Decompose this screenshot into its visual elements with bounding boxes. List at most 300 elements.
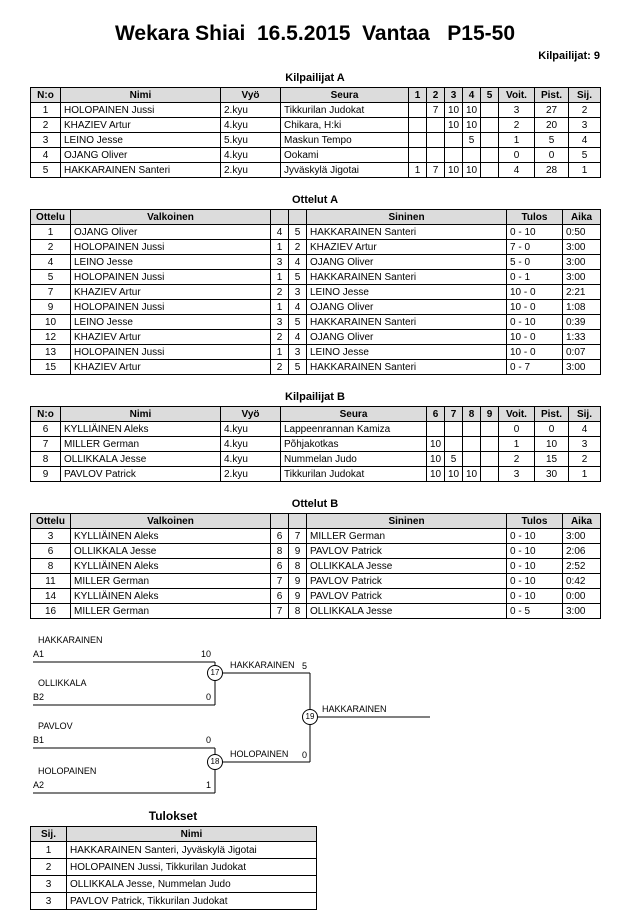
table-cell: Nummelan Judo <box>281 452 427 467</box>
table-cell <box>427 422 445 437</box>
table-cell: 2 <box>569 103 601 118</box>
table-cell: 9 <box>289 574 307 589</box>
column-header: Sij. <box>569 88 601 103</box>
table-cell: 4.kyu <box>221 452 281 467</box>
section-title-ottelut-b: Ottelut B <box>291 498 339 510</box>
column-header: Valkoinen <box>71 210 271 225</box>
table-cell: 10 - 0 <box>507 300 563 315</box>
table-cell: 2 <box>271 330 289 345</box>
table-row <box>31 529 601 544</box>
table-cell: Chikara, H:ki <box>281 118 409 133</box>
bracket-player-name: HAKKARAINEN <box>38 635 103 645</box>
table-cell: 5 <box>569 148 601 163</box>
table-cell: OJANG Oliver <box>307 255 507 270</box>
table-cell: KYLLIÄINEN Aleks <box>71 559 271 574</box>
table-cell: HOLOPAINEN Jussi <box>71 300 271 315</box>
table-body <box>31 225 601 375</box>
column-header: Pist. <box>535 407 569 422</box>
table-cell: 11 <box>31 574 71 589</box>
column-header: Sij. <box>569 407 601 422</box>
section-title-ottelut-a: Ottelut A <box>291 194 339 206</box>
column-header: Tulos <box>507 514 563 529</box>
table-cell: 4 <box>31 148 61 163</box>
column-header: 6 <box>427 407 445 422</box>
table-cell: 0 - 10 <box>507 315 563 330</box>
table-cell: 2 <box>31 118 61 133</box>
table-cell: 0 - 10 <box>507 559 563 574</box>
table-cell: 3:00 <box>563 270 601 285</box>
table-cell <box>463 422 481 437</box>
table-cell: 5 <box>289 315 307 330</box>
table-cell: 1 <box>31 103 61 118</box>
table-cell <box>463 148 481 163</box>
bracket-player-name: PAVLOV <box>38 721 73 731</box>
table-cell: 2:06 <box>563 544 601 559</box>
table-row <box>31 876 317 893</box>
table-row <box>31 330 601 345</box>
header-row <box>31 827 317 842</box>
table-cell: 9 <box>31 300 71 315</box>
table-cell: HOLOPAINEN Jussi <box>71 345 271 360</box>
table-cell: 8 <box>271 544 289 559</box>
table-cell: MILLER German <box>61 437 221 452</box>
table-row <box>31 240 601 255</box>
page-title: Wekara Shiai 16.5.2015 Vantaa P15-50 <box>114 22 516 45</box>
header-row <box>31 210 601 225</box>
table-cell: 0 <box>499 148 535 163</box>
table-cell: 5.kyu <box>221 133 281 148</box>
table-cell: 0 - 10 <box>507 544 563 559</box>
table-cell <box>481 133 499 148</box>
ottelut-b-table <box>30 513 601 619</box>
table-cell: 10 <box>427 437 445 452</box>
column-header: Sij. <box>31 827 67 842</box>
column-header <box>271 210 289 225</box>
table-head <box>31 514 601 529</box>
table-cell: 3 <box>569 118 601 133</box>
table-cell: 10 <box>463 467 481 482</box>
table-cell: 3 <box>31 529 71 544</box>
column-header: Pist. <box>535 88 569 103</box>
section-title-kilpailijat-a: Kilpailijat A <box>285 72 345 84</box>
table-cell <box>409 148 427 163</box>
table-cell: 3 <box>31 893 67 910</box>
table-cell: OJANG Oliver <box>307 300 507 315</box>
bracket-match-number: 17 <box>207 665 223 681</box>
bracket-winner-name: HAKKARAINEN <box>230 660 295 670</box>
bracket-score: 0 <box>205 735 211 745</box>
table-cell <box>445 422 463 437</box>
column-header <box>271 514 289 529</box>
table-cell: KHAZIEV Artur <box>71 360 271 375</box>
table-row <box>31 315 601 330</box>
table-cell: 4.kyu <box>221 422 281 437</box>
column-header: Sininen <box>307 514 507 529</box>
table-cell: HOLOPAINEN Jussi <box>71 270 271 285</box>
kilpailijat-b-table <box>30 406 601 482</box>
table-cell: 7 <box>289 529 307 544</box>
column-header: N:o <box>31 407 61 422</box>
header-row <box>31 514 601 529</box>
bracket-match-number: 18 <box>207 754 223 770</box>
table-cell: 3:00 <box>563 360 601 375</box>
bracket-seed: A2 <box>33 780 45 790</box>
table-cell <box>445 148 463 163</box>
table-cell: 3 <box>271 315 289 330</box>
table-cell: HAKKARAINEN Santeri, Jyväskylä Jigotai <box>67 842 317 859</box>
table-cell: 7 <box>271 574 289 589</box>
column-header <box>289 210 307 225</box>
table-cell: KYLLIÄINEN Aleks <box>71 529 271 544</box>
table-cell: HAKKARAINEN Santeri <box>307 315 507 330</box>
table-cell: 3 <box>271 255 289 270</box>
table-cell: PAVLOV Patrick <box>61 467 221 482</box>
table-cell: 2 <box>289 240 307 255</box>
table-row <box>31 589 601 604</box>
tulokset-table <box>30 826 317 910</box>
bracket-match-number: 19 <box>302 709 318 725</box>
table-cell: 9 <box>289 589 307 604</box>
table-cell: HOLOPAINEN Jussi, Tikkurilan Judokat <box>67 859 317 876</box>
table-cell: OJANG Oliver <box>61 148 221 163</box>
table-cell: 2 <box>271 360 289 375</box>
table-cell: 2.kyu <box>221 163 281 178</box>
table-cell: 0 - 10 <box>507 574 563 589</box>
table-cell: 3 <box>289 345 307 360</box>
table-cell: 4 <box>569 422 601 437</box>
table-cell: 3:00 <box>563 255 601 270</box>
bracket-player-name: OLLIKKALA <box>38 678 87 688</box>
table-cell: HAKKARAINEN Santeri <box>61 163 221 178</box>
table-cell: 2 <box>569 452 601 467</box>
table-cell: 0 <box>535 148 569 163</box>
table-cell: 3:00 <box>563 529 601 544</box>
table-cell: 6 <box>271 529 289 544</box>
table-cell: 1 <box>499 437 535 452</box>
table-cell: 10 - 0 <box>507 330 563 345</box>
table-cell: 4 <box>289 330 307 345</box>
column-header: 2 <box>427 88 445 103</box>
table-cell: 0 <box>499 422 535 437</box>
column-header: 8 <box>463 407 481 422</box>
table-cell: 2 <box>271 285 289 300</box>
table-cell: 0 - 10 <box>507 589 563 604</box>
table-cell <box>481 118 499 133</box>
table-row <box>31 842 317 859</box>
table-cell <box>481 437 499 452</box>
table-cell: KYLLIÄINEN Aleks <box>71 589 271 604</box>
table-cell: PAVLOV Patrick <box>307 544 507 559</box>
column-header: 4 <box>463 88 481 103</box>
table-cell: 4 <box>271 225 289 240</box>
column-header: Seura <box>281 88 409 103</box>
table-cell: 10 <box>445 467 463 482</box>
table-cell <box>481 148 499 163</box>
table-cell: LEINO Jesse <box>61 133 221 148</box>
table-cell <box>463 452 481 467</box>
table-cell: HAKKARAINEN Santeri <box>307 225 507 240</box>
column-header: Vyö <box>221 88 281 103</box>
table-cell: 3 <box>569 437 601 452</box>
header-row <box>31 407 601 422</box>
table-cell: 0:07 <box>563 345 601 360</box>
table-cell: 28 <box>535 163 569 178</box>
table-cell: 10 <box>427 467 445 482</box>
table-cell <box>481 467 499 482</box>
table-cell: LEINO Jesse <box>71 315 271 330</box>
table-cell: 10 <box>463 103 481 118</box>
table-cell: 15 <box>31 360 71 375</box>
table-cell: 1 <box>499 133 535 148</box>
table-cell: 8 <box>289 604 307 619</box>
table-cell <box>481 452 499 467</box>
column-header: Sininen <box>307 210 507 225</box>
table-row <box>31 574 601 589</box>
table-cell: 1 <box>31 842 67 859</box>
table-cell: KHAZIEV Artur <box>71 330 271 345</box>
table-cell: PAVLOV Patrick <box>307 574 507 589</box>
table-row <box>31 270 601 285</box>
table-cell: OLLIKKALA Jesse <box>61 452 221 467</box>
column-header: Ottelu <box>31 514 71 529</box>
table-cell: 4 <box>31 255 71 270</box>
table-cell: Maskun Tempo <box>281 133 409 148</box>
bracket-winner-name: HOLOPAINEN <box>230 749 289 759</box>
table-cell: 7 <box>271 604 289 619</box>
table-cell: 5 <box>463 133 481 148</box>
table-cell: 5 <box>31 270 71 285</box>
table-cell: 8 <box>289 559 307 574</box>
header-row <box>31 88 601 103</box>
table-cell: 3:00 <box>563 604 601 619</box>
table-cell: OJANG Oliver <box>307 330 507 345</box>
table-cell: 0 - 10 <box>507 225 563 240</box>
column-header: Aika <box>563 514 601 529</box>
table-cell: 1 <box>271 300 289 315</box>
table-row <box>31 360 601 375</box>
bracket-winner-name: HAKKARAINEN <box>322 704 387 714</box>
table-cell: LEINO Jesse <box>307 285 507 300</box>
column-header: Voit. <box>499 407 535 422</box>
table-cell: 5 <box>31 163 61 178</box>
bracket-score: 5 <box>301 661 307 671</box>
table-cell: 2 <box>31 240 71 255</box>
table-row <box>31 285 601 300</box>
table-cell: 4.kyu <box>221 437 281 452</box>
table-cell: 10 <box>463 118 481 133</box>
table-row <box>31 118 601 133</box>
column-header: 1 <box>409 88 427 103</box>
table-cell: 1 <box>409 163 427 178</box>
column-header: 7 <box>445 407 463 422</box>
table-cell: LEINO Jesse <box>71 255 271 270</box>
bracket-score: 10 <box>200 649 211 659</box>
table-cell: 2:21 <box>563 285 601 300</box>
column-header: 3 <box>445 88 463 103</box>
table-cell: 5 <box>289 360 307 375</box>
column-header: Aika <box>563 210 601 225</box>
table-cell: 10 <box>427 452 445 467</box>
table-row <box>31 859 317 876</box>
table-cell: 2.kyu <box>221 467 281 482</box>
table-row <box>31 300 601 315</box>
table-cell <box>481 163 499 178</box>
table-cell <box>409 103 427 118</box>
column-header: Vyö <box>221 407 281 422</box>
bracket-score: 0 <box>301 750 307 760</box>
table-cell: 0:39 <box>563 315 601 330</box>
table-cell: 4 <box>499 163 535 178</box>
column-header: Tulos <box>507 210 563 225</box>
table-cell: 7 <box>31 285 71 300</box>
table-row <box>31 103 601 118</box>
table-cell: 3:00 <box>563 240 601 255</box>
table-body <box>31 103 601 178</box>
table-cell: HAKKARAINEN Santeri <box>307 360 507 375</box>
table-cell: 16 <box>31 604 71 619</box>
table-cell: 3 <box>499 467 535 482</box>
section-title-tulokset: Tulokset <box>148 809 198 823</box>
table-cell: 12 <box>31 330 71 345</box>
table-row <box>31 163 601 178</box>
table-cell: 3 <box>31 876 67 893</box>
table-cell: OLLIKKALA Jesse, Nummelan Judo <box>67 876 317 893</box>
table-cell: 6 <box>271 589 289 604</box>
table-cell: 6 <box>31 422 61 437</box>
table-cell: 2:52 <box>563 559 601 574</box>
table-cell: 0 - 1 <box>507 270 563 285</box>
table-cell: 10 - 0 <box>507 285 563 300</box>
table-cell: 7 - 0 <box>507 240 563 255</box>
table-row <box>31 604 601 619</box>
table-cell: MILLER German <box>71 604 271 619</box>
table-cell: Tikkurilan Judokat <box>281 103 409 118</box>
table-cell: KHAZIEV Artur <box>61 118 221 133</box>
table-row <box>31 467 601 482</box>
table-cell: 1 <box>569 163 601 178</box>
table-body <box>31 422 601 482</box>
table-cell <box>409 133 427 148</box>
table-cell: 30 <box>535 467 569 482</box>
table-cell: 3 <box>289 285 307 300</box>
table-cell: 2.kyu <box>221 103 281 118</box>
table-head <box>31 88 601 103</box>
table-row <box>31 255 601 270</box>
table-row <box>31 559 601 574</box>
table-body <box>31 529 601 619</box>
table-cell: 6 <box>31 544 71 559</box>
table-cell: Lappeenrannan Kamiza <box>281 422 427 437</box>
table-cell: 0 - 10 <box>507 529 563 544</box>
table-cell: 0:42 <box>563 574 601 589</box>
table-cell: 10 <box>445 103 463 118</box>
table-cell: 0:50 <box>563 225 601 240</box>
column-header: Nimi <box>67 827 317 842</box>
table-cell: 8 <box>31 452 61 467</box>
table-cell: 6 <box>271 559 289 574</box>
table-cell: 7 <box>427 103 445 118</box>
table-cell: 27 <box>535 103 569 118</box>
column-header <box>289 514 307 529</box>
table-cell: 0 <box>535 422 569 437</box>
ottelut-a-table <box>30 209 601 375</box>
table-cell: 10 <box>31 315 71 330</box>
table-cell: KYLLIÄINEN Aleks <box>61 422 221 437</box>
table-row <box>31 422 601 437</box>
table-cell: 10 <box>445 163 463 178</box>
table-cell: 1:33 <box>563 330 601 345</box>
table-cell: 10 <box>535 437 569 452</box>
table-row <box>31 133 601 148</box>
table-cell: 2 <box>31 859 67 876</box>
table-cell: 4 <box>569 133 601 148</box>
table-cell: 7 <box>427 163 445 178</box>
competitor-count: Kilpailijat: 9 <box>538 50 600 62</box>
table-cell: 5 - 0 <box>507 255 563 270</box>
table-cell: 5 <box>535 133 569 148</box>
column-header: 5 <box>481 88 499 103</box>
table-row <box>31 148 601 163</box>
table-cell: OJANG Oliver <box>71 225 271 240</box>
bracket-score: 1 <box>205 780 211 790</box>
table-cell: 0:00 <box>563 589 601 604</box>
table-row <box>31 893 317 910</box>
bracket-seed: B1 <box>33 735 45 745</box>
table-cell: 2 <box>499 452 535 467</box>
table-cell: 15 <box>535 452 569 467</box>
table-cell: 10 <box>463 163 481 178</box>
table-row <box>31 452 601 467</box>
column-header: Nimi <box>61 88 221 103</box>
table-cell: 4 <box>289 300 307 315</box>
table-cell: HOLOPAINEN Jussi <box>71 240 271 255</box>
table-cell: 7 <box>31 437 61 452</box>
table-cell: 10 <box>445 118 463 133</box>
table-cell <box>427 133 445 148</box>
table-row <box>31 225 601 240</box>
table-cell: 3 <box>499 103 535 118</box>
table-cell <box>463 437 481 452</box>
kilpailijat-a-table <box>30 87 601 178</box>
table-cell: OLLIKKALA Jesse <box>307 559 507 574</box>
table-cell: 4.kyu <box>221 148 281 163</box>
table-cell: 1 <box>569 467 601 482</box>
table-cell: 5 <box>445 452 463 467</box>
table-cell: KHAZIEV Artur <box>307 240 507 255</box>
table-cell: 0 - 5 <box>507 604 563 619</box>
table-cell: HAKKARAINEN Santeri <box>307 270 507 285</box>
section-title-kilpailijat-b: Kilpailijat B <box>285 391 345 403</box>
table-cell: PAVLOV Patrick, Tikkurilan Judokat <box>67 893 317 910</box>
table-cell: 0 - 7 <box>507 360 563 375</box>
table-cell: Põhjakotkas <box>281 437 427 452</box>
table-cell: OLLIKKALA Jesse <box>307 604 507 619</box>
table-cell <box>445 437 463 452</box>
table-cell: MILLER German <box>307 529 507 544</box>
table-cell: 5 <box>289 270 307 285</box>
table-cell: 1 <box>271 270 289 285</box>
table-cell: 1:08 <box>563 300 601 315</box>
table-cell: 4.kyu <box>221 118 281 133</box>
table-cell: HOLOPAINEN Jussi <box>61 103 221 118</box>
table-cell <box>481 103 499 118</box>
table-cell: 3 <box>31 133 61 148</box>
table-cell: MILLER German <box>71 574 271 589</box>
table-cell: 13 <box>31 345 71 360</box>
column-header: Valkoinen <box>71 514 271 529</box>
table-cell: 10 - 0 <box>507 345 563 360</box>
table-cell <box>481 422 499 437</box>
